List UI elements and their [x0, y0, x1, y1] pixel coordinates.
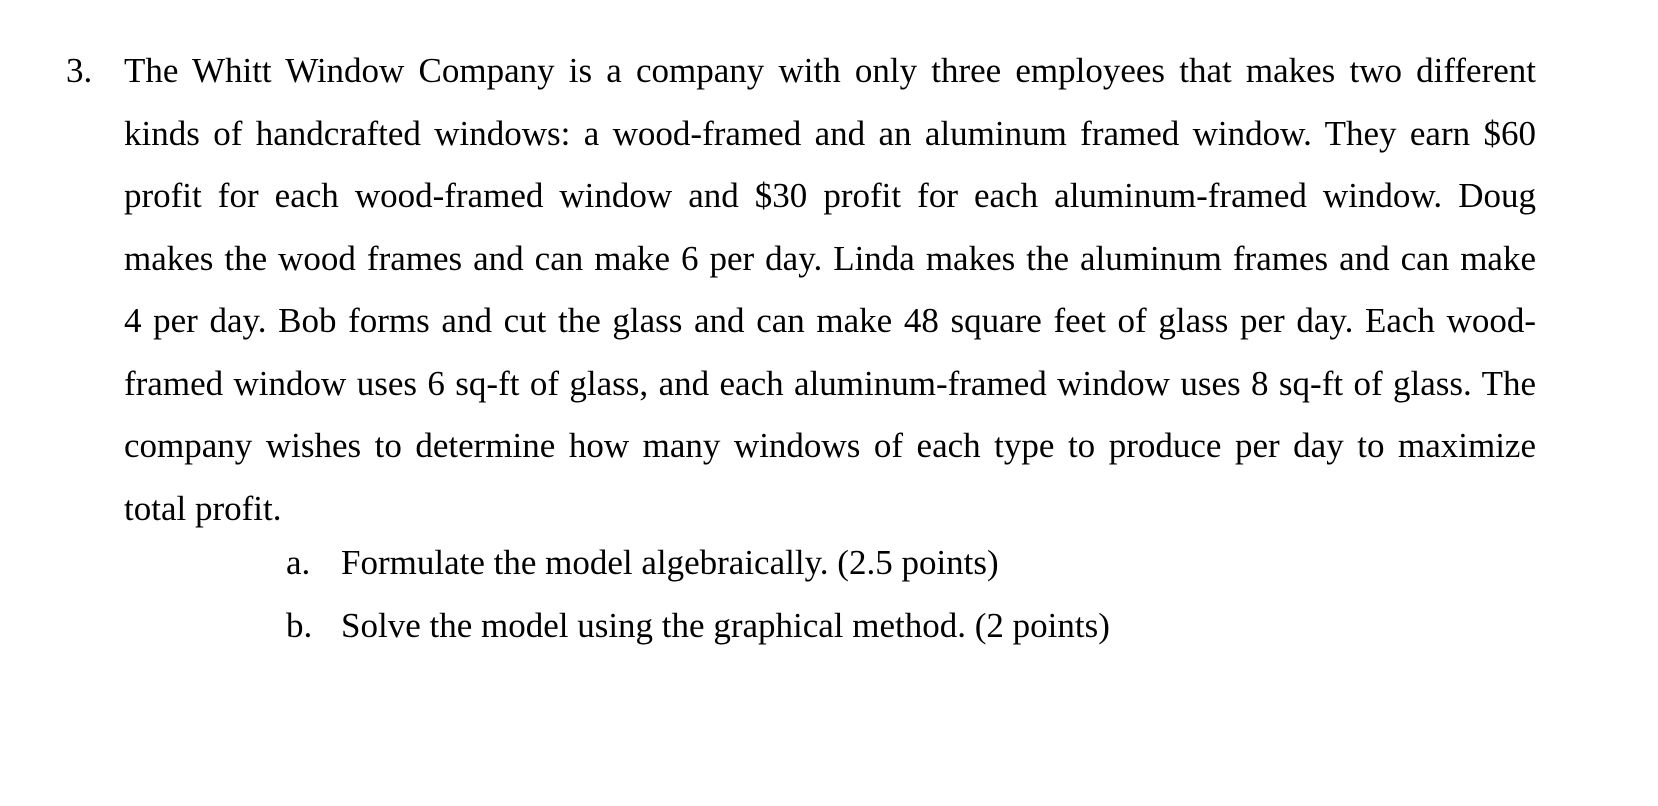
statement-line: 4 per day. Bob forms and cut the glass and can make 48 square feet of glass per day. Each wood- — [124, 301, 1536, 340]
subpart-text: Formulate the model algebraically. (2.5 points) — [341, 543, 999, 582]
problem-statement — [124, 40, 1536, 540]
statement-line: framed window uses 6 sq-ft of glass, and each aluminum-framed window uses 8 sq-ft of glass. The — [124, 363, 1536, 403]
statement-line: profit for each wood-framed window and $30 profit for each aluminum-framed window. Doug — [124, 176, 1536, 215]
statement-line: makes the wood frames and can make 6 per day. Linda makes the aluminum frames and can make — [124, 238, 1536, 278]
subpart-text: Solve the model using the graphical method. (2 points) — [341, 605, 1110, 645]
problem-3 — [66, 40, 1536, 540]
statement-line: company wishes to determine how many windows of each type to produce per day to maximize — [124, 426, 1536, 465]
statement-line: kinds of handcrafted windows: a wood-framed and an aluminum framed window. They earn $60 — [124, 113, 1536, 153]
statement-line: total profit. — [124, 488, 282, 528]
problem-number: 3. — [66, 51, 93, 90]
subpart-label: a. — [286, 543, 311, 582]
subpart-label: b. — [286, 605, 313, 645]
statement-line: The Whitt Window Company is a company with only three employees that makes two different — [124, 51, 1536, 90]
